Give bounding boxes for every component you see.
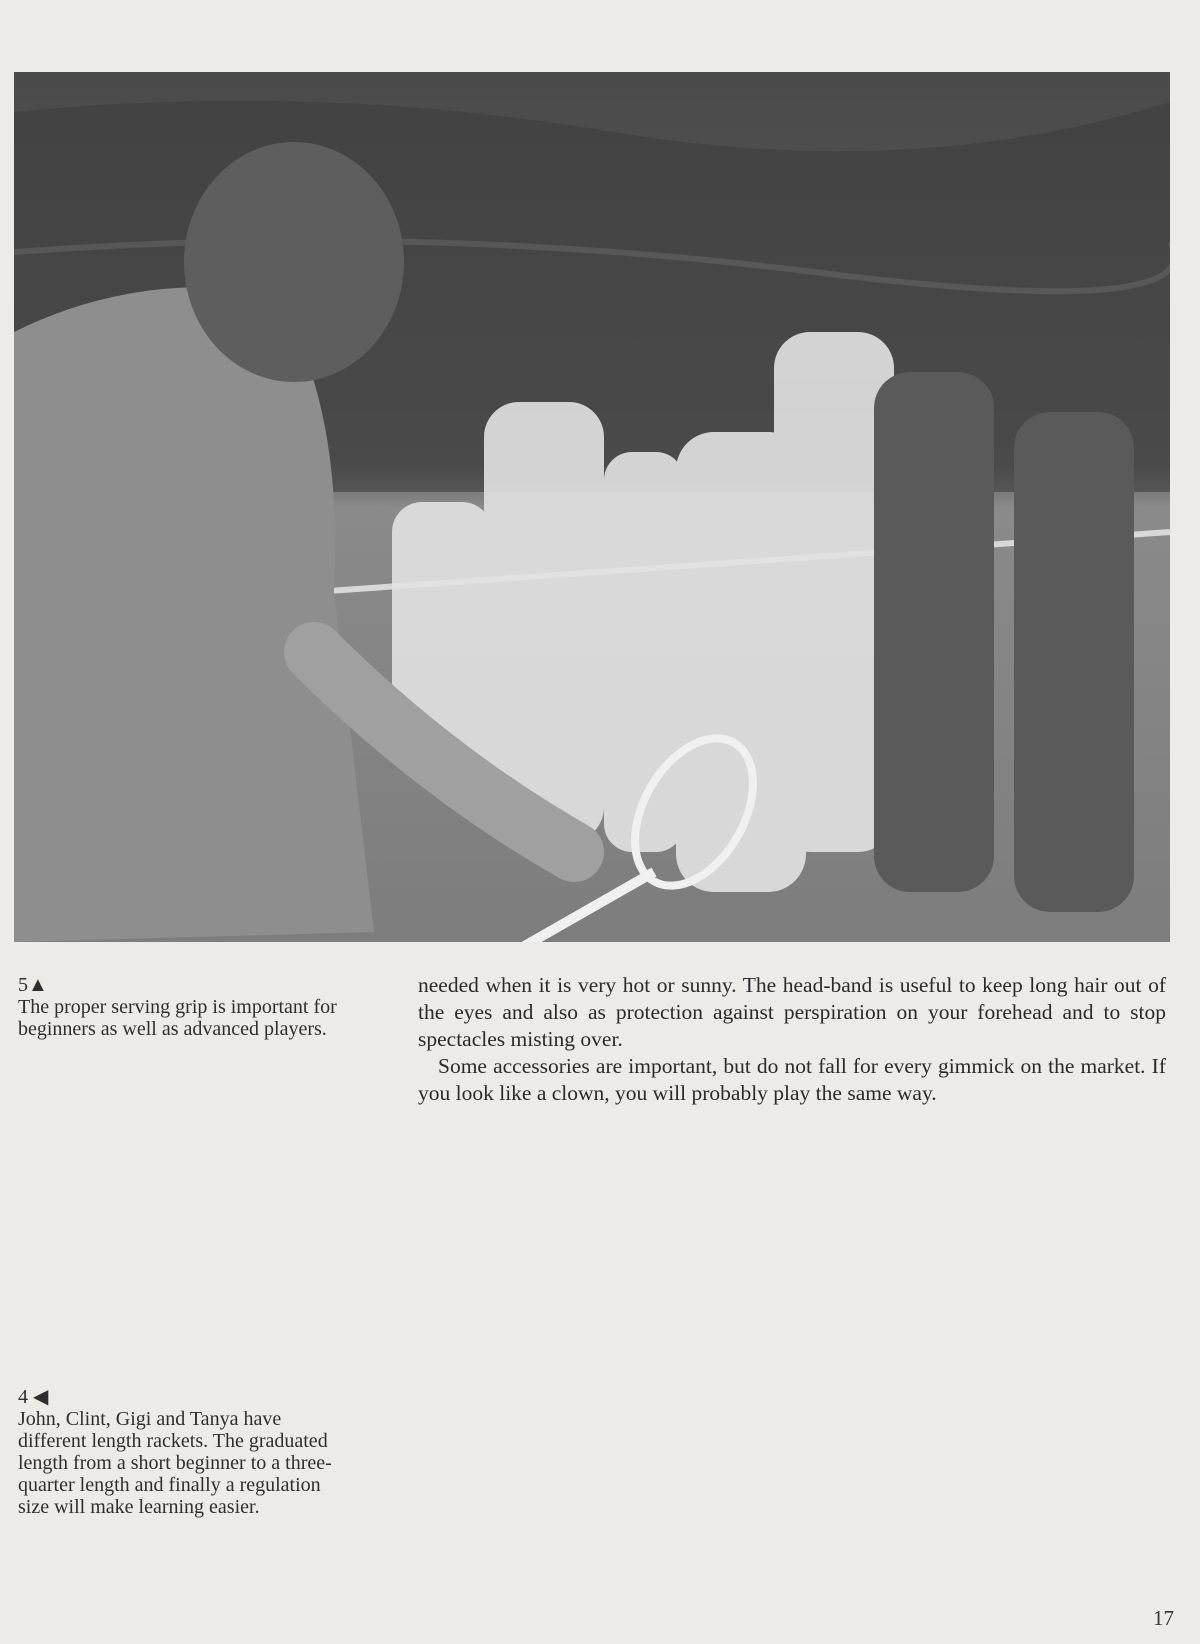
figure-5-caption <box>18 974 363 1040</box>
page-number: 17 <box>1153 1606 1174 1630</box>
figure-5-caption-text: The proper serving grip is important for beginners as well as advanced players. <box>18 996 337 1040</box>
figure-4-label <box>18 1386 338 1408</box>
figure-4-caption-text: John, Clint, Gigi and Tanya have different length rackets. The graduated length from a short beginner to a three-quarter length and finally a regulation size will make learning easier. <box>18 1408 332 1518</box>
up-arrow-icon: ▲ <box>28 974 48 996</box>
figure-5-number: 5 <box>18 974 28 996</box>
figure-4-number: 4 <box>18 1386 28 1408</box>
paragraph-2: Some accessories are important, but do not fall for every gimmick on the market. If you look like a clown, you will probably play the same way. <box>418 1054 1166 1105</box>
tennis-lesson-photo <box>14 72 1170 942</box>
photo-illustration <box>14 72 1170 942</box>
figure-5-label <box>18 974 363 996</box>
paragraph-1: needed when it is very hot or sunny. The head-band is useful to keep long hair out of the eyes and also as protection against perspiration on your forehead and to stop spectacles misting over. <box>418 973 1166 1051</box>
figure-4-caption <box>18 1386 338 1518</box>
left-arrow-icon: ◀ <box>33 1386 49 1408</box>
body-text <box>418 972 1166 1107</box>
